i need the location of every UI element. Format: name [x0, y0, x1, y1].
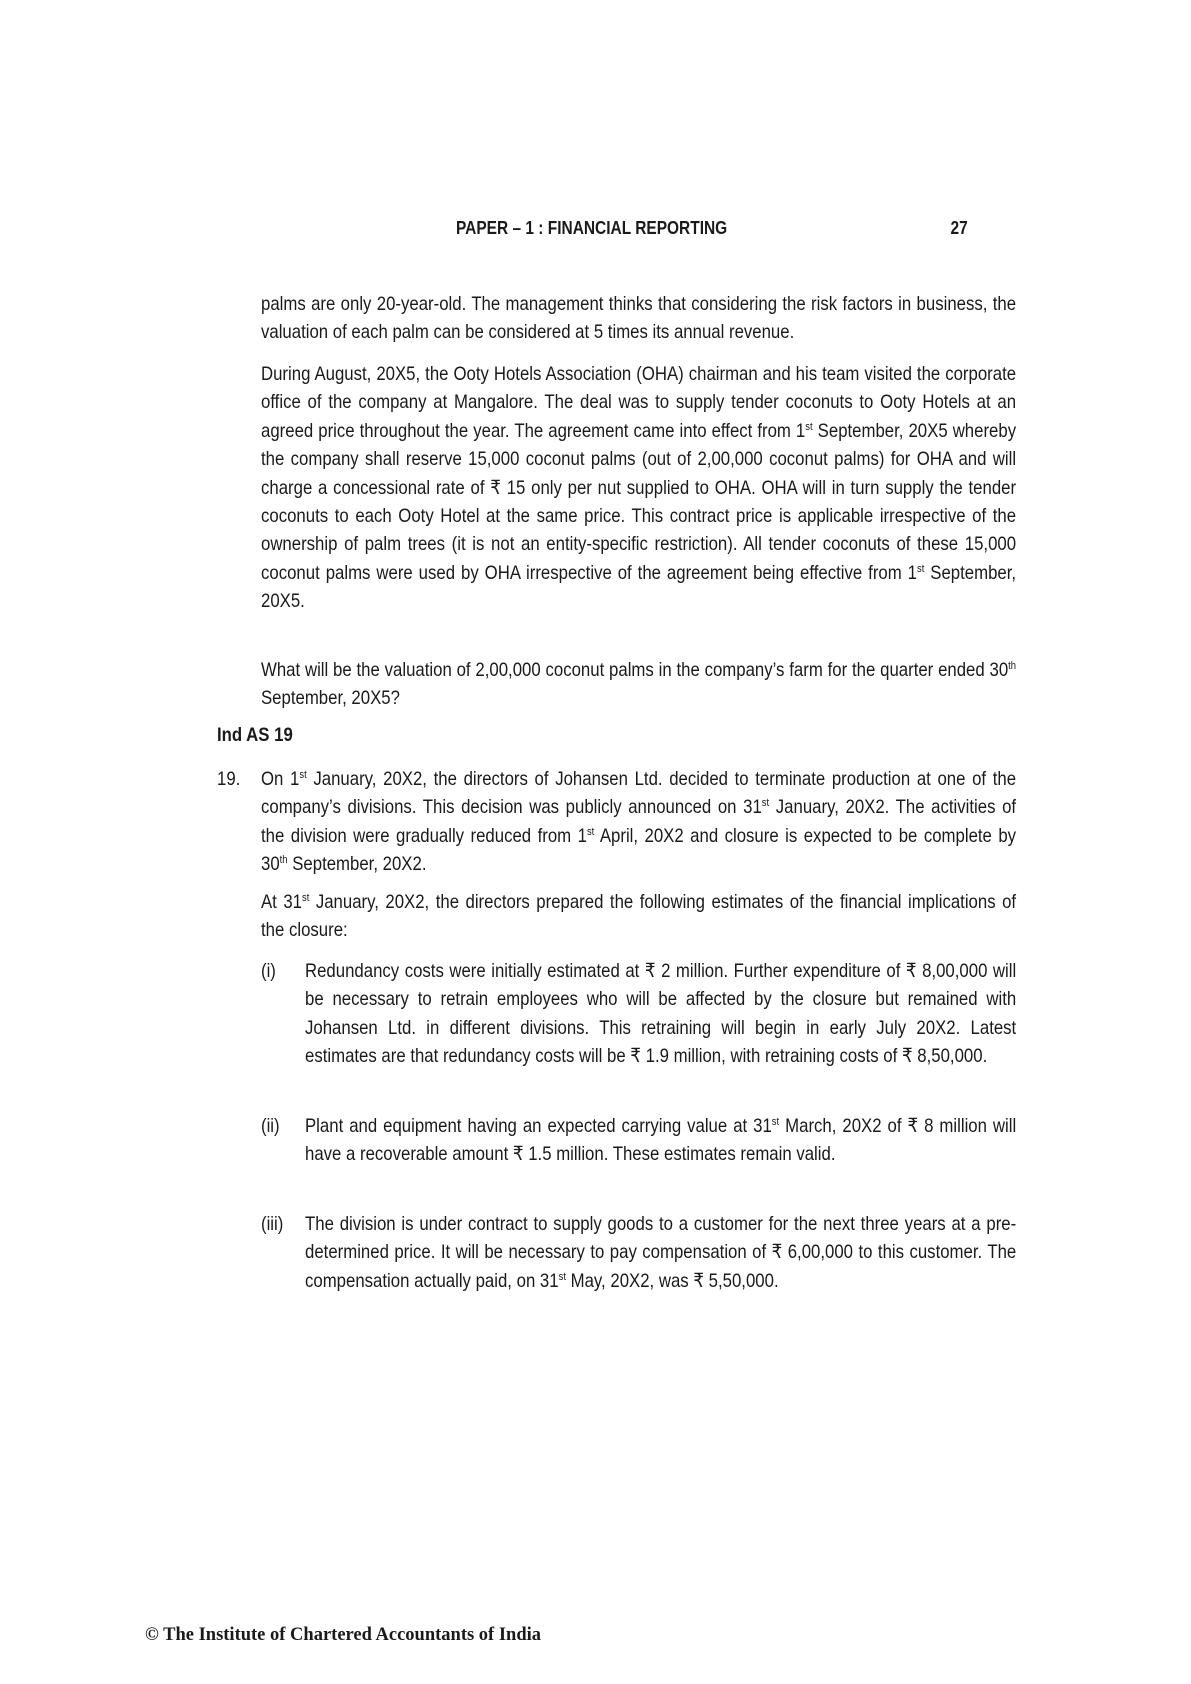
- list-item-label: (i): [261, 960, 276, 982]
- question-number: 19.: [217, 768, 241, 790]
- paragraph-palms-valuation: palms are only 20-year-old. The management thinks that considering the risk factors in business, the valuation of each palm can be considered at 5 times its annual revenue.: [261, 293, 1017, 344]
- list-item-contract-compensation: The division is under contract to supply goods to a customer for the next three years at a pre- determined price. It will be necessary to pay compensation of ₹ 6,00,000 to this customer. The compensation actually paid, on 31st May, 20X2, was ₹ 5,50,000.: [305, 1213, 1017, 1292]
- list-item-redundancy: Redundancy costs were initially estimated at ₹ 2 million. Further expenditure of ₹ 8,00,000 will be necessary to retrain employees who will be affected by the closure but remained with Johansen Ltd. in different divisions. This retraining will begin in early July 20X2. Latest estimates are that redundancy costs will be ₹ 1.9 million, with retraining costs of ₹ 8,50,000.: [305, 960, 1017, 1068]
- page-header: [456, 218, 968, 244]
- list-item-plant-equipment: Plant and equipment having an expected carrying value at 31st March, 20X2 of ₹ 8 million will have a recoverable amount ₹ 1.5 million. These estimates remain valid.: [305, 1115, 1017, 1166]
- paragraph-oha-agreement: During August, 20X5, the Ooty Hotels Association (OHA) chairman and his team visited the corporate office of the company at Mangalore. The deal was to supply tender coconuts to Ooty Hotels at an agreed price throughout the year. The agreement came into effect from 1st September, 20X5 whereby the company shall reserve 15,000 coconut palms (out of 2,00,000 coconut palms) for OHA and will charge a concessional rate of ₹ 15 only per nut supplied to OHA. OHA will in turn supply the tender coconuts to each Ooty Hotel at the same price. This contract price is applicable irrespective of the ownership of palm trees (it is not an entity-specific restriction). All tender coconuts of these 15,000 coconut palms were used by OHA irrespective of the agreement being effective from 1st September, 20X5.: [261, 363, 1017, 613]
- page-footer: © The Institute of Chartered Accountants of India: [145, 1625, 542, 1645]
- question-intro: On 1st January, 20X2, the directors of Johansen Ltd. decided to terminate production at one of the company’s divisions. This decision was publicly announced on 31st January, 20X2. The activities of the division were gradually reduced from 1st April, 20X2 and closure is expected to be complete by 30th September, 20X2.: [261, 768, 1017, 876]
- list-item-label: (iii): [261, 1213, 284, 1235]
- list-item-label: (ii): [261, 1115, 280, 1137]
- estimates-paragraph: At 31st January, 20X2, the directors prepared the following estimates of the financial implications of the closure:: [261, 891, 1017, 942]
- header-title: PAPER – 1 : FINANCIAL REPORTING: [456, 218, 728, 238]
- paragraph-valuation-question: What will be the valuation of 2,00,000 coconut palms in the company’s farm for the quarter ended 30th September, 20X5?: [261, 659, 1017, 710]
- page-number: 27: [950, 218, 968, 238]
- section-heading: Ind AS 19: [217, 724, 293, 746]
